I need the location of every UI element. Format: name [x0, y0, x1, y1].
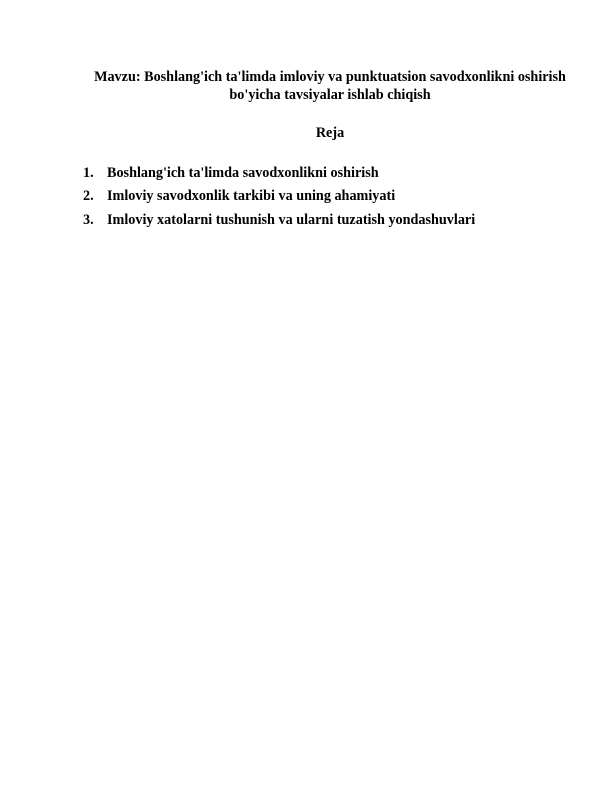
plan-item-text: Imloviy savodxonlik tarkibi va uning ahamiyati: [107, 188, 396, 205]
plan-item-1: [83, 164, 475, 182]
plan-item-number: 3.: [83, 211, 94, 228]
plan-item-text: Boshlang'ich ta'limda savodxonlikni oshirish: [107, 165, 379, 181]
plan-list: [83, 164, 475, 234]
plan-item-3: [83, 211, 475, 229]
title-line-1: Mavzu: Boshlang'ich ta'limda imloviy va punktuatsion savodxonlikni oshirish: [94, 69, 566, 85]
plan-heading: Reja: [315, 125, 345, 141]
plan-item-2: [83, 187, 475, 205]
title-line-2: bo'yicha tavsiyalar ishlab chiqish: [229, 87, 431, 103]
plan-item-number: 2.: [83, 188, 94, 205]
plan-item-number: 1.: [83, 165, 94, 181]
plan-item-text: Imloviy xatolarni tushunish va ularni tuzatish yondashuvlari: [107, 211, 476, 228]
document-title: [80, 68, 580, 104]
